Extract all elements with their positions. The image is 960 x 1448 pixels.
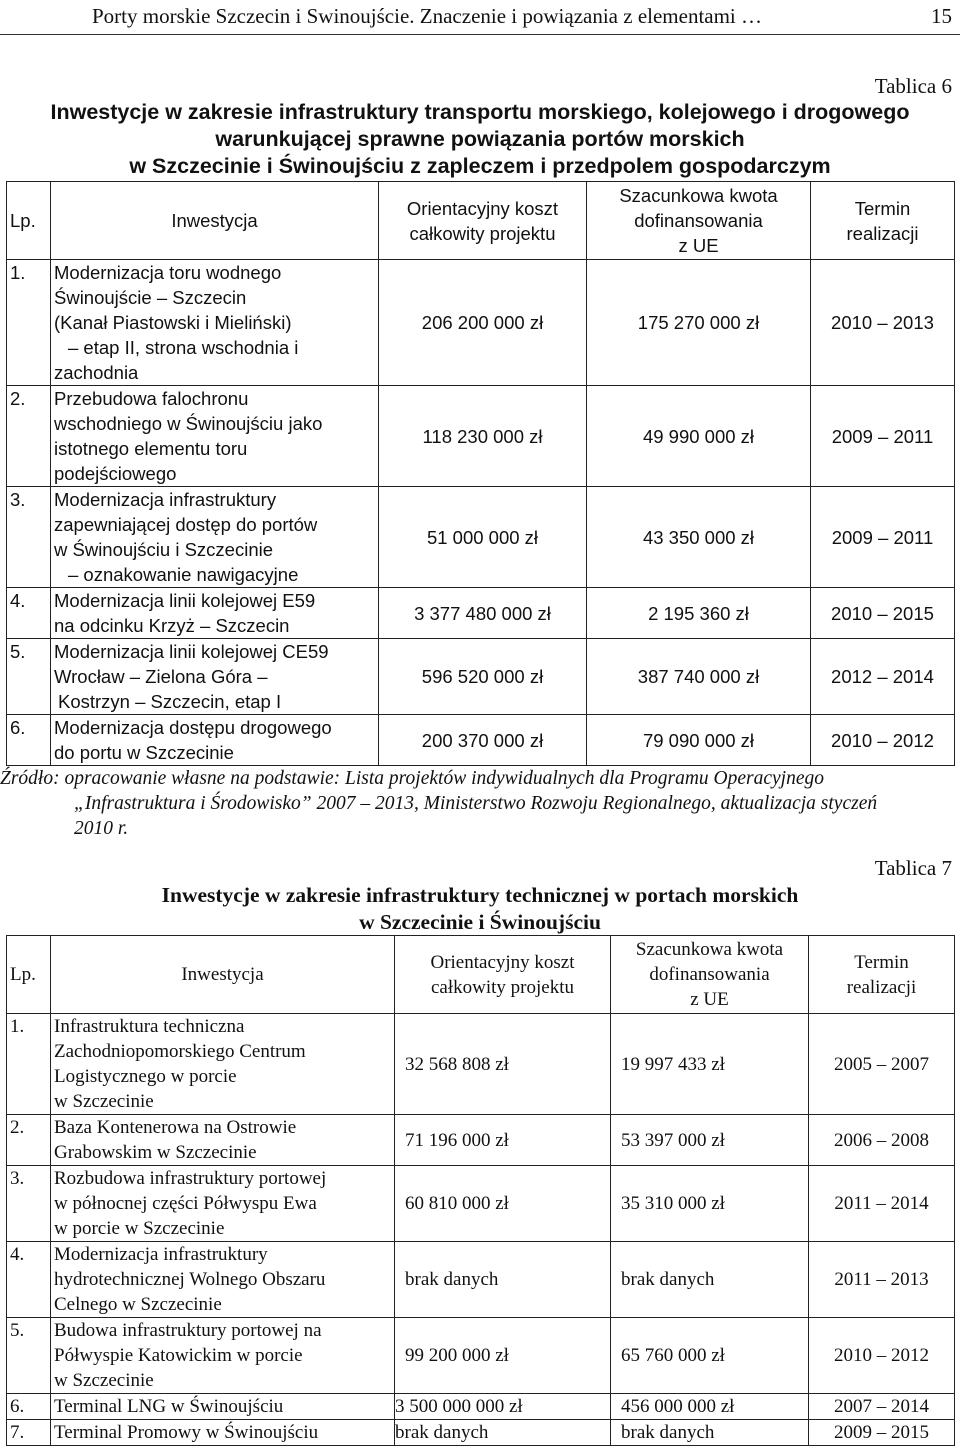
line: do portu w Szczecinie: [54, 742, 234, 763]
row-inwestycja: [51, 1242, 395, 1318]
table6-header-row: [7, 182, 955, 260]
table7-title-line: Inwestycje w zakresie infrastruktury technicznej w portach morskich: [161, 883, 799, 907]
running-header: [0, 0, 960, 35]
line: w północnej części Półwyspu Ewa: [54, 1193, 317, 1214]
row-koszt: 596 520 000 zł: [379, 639, 587, 715]
header-line: z UE: [690, 989, 729, 1010]
col-termin-header: [811, 182, 955, 260]
line: Modernizacja infrastruktury: [54, 489, 277, 510]
line: (Kanał Piastowski i Mieliński): [54, 312, 292, 333]
line: Budowa infrastruktury portowej na: [54, 1320, 322, 1341]
table6-title-line: warunkującej sprawne powiązania portów morskich: [215, 127, 745, 151]
header-line: realizacji: [846, 222, 919, 244]
header-line: Orientacyjny koszt: [430, 951, 575, 973]
line: Świnoujście – Szczecin: [54, 287, 247, 308]
line: Infrastruktura techniczna: [54, 1016, 245, 1037]
table-row: [7, 639, 955, 715]
row-termin: 2011 – 2014: [809, 1166, 955, 1242]
line: Modernizacja toru wodnego: [54, 262, 282, 283]
row-inwestycja: [51, 588, 379, 639]
line: wschodniego w Świnoujściu jako: [54, 413, 323, 434]
header-line: Orientacyjny koszt: [406, 197, 559, 219]
line: Terminal LNG w Świnoujściu: [54, 1396, 284, 1417]
table7: [6, 935, 955, 1446]
row-kwota: 49 990 000 zł: [587, 386, 811, 487]
row-lp: 3.: [7, 1166, 51, 1242]
line: Modernizacja linii kolejowej CE59: [54, 641, 329, 662]
row-kwota: brak danych: [611, 1242, 809, 1318]
row-kwota: 19 997 433 zł: [611, 1014, 809, 1115]
row-kwota: 387 740 000 zł: [587, 639, 811, 715]
row-lp: 4.: [7, 588, 51, 639]
row-koszt: 99 200 000 zł: [395, 1318, 611, 1394]
row-inwestycja: [51, 1166, 395, 1242]
table7-header-row: [7, 936, 955, 1014]
table-row: [7, 1242, 955, 1318]
table6-source-note: [0, 766, 960, 841]
line: w Świnoujściu i Szczecinie: [54, 539, 274, 560]
table6-label: Tablica 6: [874, 74, 952, 98]
row-koszt: 51 000 000 zł: [379, 487, 587, 588]
line: Modernizacja infrastruktury: [54, 1244, 268, 1265]
row-termin: 2012 – 2014: [811, 639, 955, 715]
row-kwota: 43 350 000 zł: [587, 487, 811, 588]
row-inwestycja: [51, 639, 379, 715]
header-line: Szacunkowa kwota: [619, 185, 778, 206]
col-termin-header: [809, 936, 955, 1014]
line: Kostrzyn – Szczecin, etap I: [58, 691, 282, 712]
line: zachodnia: [54, 362, 139, 383]
row-inwestycja: [51, 1394, 395, 1420]
line: w Szczecinie: [54, 1370, 154, 1391]
col-inwestycja-header: Inwestycja: [51, 182, 379, 260]
header-line: Termin: [854, 951, 909, 973]
row-termin: 2005 – 2007: [809, 1014, 955, 1115]
row-kwota: 65 760 000 zł: [611, 1318, 809, 1394]
row-lp: 2.: [7, 1115, 51, 1166]
header-line: Termin: [854, 197, 911, 219]
source-line: „Infrastruktura i Środowisko” 2007 – 2013, Ministerstwo Rozwoju Regionalnego, aktualizacja styczeń: [74, 793, 878, 814]
row-koszt: 118 230 000 zł: [379, 386, 587, 487]
col-koszt-header: [395, 936, 611, 1014]
table-row: [7, 1394, 955, 1420]
line: Modernizacja linii kolejowej E59: [54, 590, 316, 611]
table-row: [7, 1014, 955, 1115]
line: Celnego w Szczecinie: [54, 1294, 222, 1315]
line: Półwyspie Katowickim w porcie: [54, 1345, 303, 1366]
table6-title-line: w Szczecinie i Świnoujściu z zapleczem i przedpolem gospodarczym: [129, 154, 831, 178]
row-lp: 3.: [7, 487, 51, 588]
col-inwestycja-header: Inwestycja: [51, 936, 395, 1014]
row-koszt: brak danych: [395, 1420, 611, 1446]
table-row: [7, 588, 955, 639]
header-line: dofinansowania: [634, 210, 763, 231]
row-koszt: 60 810 000 zł: [395, 1166, 611, 1242]
line: – oznakowanie nawigacyjne: [68, 564, 299, 585]
row-kwota: 175 270 000 zł: [587, 260, 811, 386]
row-inwestycja: [51, 386, 379, 487]
row-termin: 2011 – 2013: [809, 1242, 955, 1318]
line: Terminal Promowy w Świnoujściu: [54, 1422, 319, 1443]
table-row: [7, 715, 955, 766]
row-kwota: 2 195 360 zł: [587, 588, 811, 639]
row-inwestycja: [51, 487, 379, 588]
table6-title: [0, 99, 960, 180]
row-koszt: brak danych: [395, 1242, 611, 1318]
table6-title-line: Inwestycje w zakresie infrastruktury transportu morskiego, kolejowego i drogowego: [50, 100, 910, 124]
row-koszt: 200 370 000 zł: [379, 715, 587, 766]
line: Rozbudowa infrastruktury portowej: [54, 1168, 327, 1189]
header-line: całkowity projektu: [409, 222, 556, 244]
line: hydrotechnicznej Wolnego Obszaru: [54, 1269, 326, 1290]
row-koszt: 3 500 000 000 zł: [395, 1394, 611, 1420]
page-number: 15: [931, 4, 952, 28]
line: Grabowskim w Szczecinie: [54, 1142, 257, 1163]
row-lp: 2.: [7, 386, 51, 487]
row-lp: 4.: [7, 1242, 51, 1318]
row-kwota: 35 310 000 zł: [611, 1166, 809, 1242]
row-termin: 2010 – 2015: [811, 588, 955, 639]
table-row: [7, 487, 955, 588]
row-lp: 7.: [7, 1420, 51, 1446]
header-line: Szacunkowa kwota: [635, 939, 784, 960]
header-line: realizacji: [846, 976, 917, 998]
table-row: [7, 1166, 955, 1242]
row-termin: 2009 – 2015: [809, 1420, 955, 1446]
row-inwestycja: [51, 1318, 395, 1394]
row-koszt: 32 568 808 zł: [395, 1014, 611, 1115]
line: w Szczecinie: [54, 1091, 154, 1112]
row-kwota: 79 090 000 zł: [587, 715, 811, 766]
row-lp: 5.: [7, 1318, 51, 1394]
col-lp-header: Lp.: [7, 936, 51, 1014]
row-termin: 2010 – 2013: [811, 260, 955, 386]
table7-title: [0, 882, 960, 936]
line: w porcie w Szczecinie: [54, 1218, 225, 1239]
table7-label: Tablica 7: [874, 856, 952, 880]
line: podejściowego: [54, 463, 177, 484]
source-line: Źródło: opracowanie własne na podstawie: Lista projektów indywidualnych dla Programu Operacyjnego: [0, 768, 824, 789]
row-inwestycja: [51, 715, 379, 766]
header-line: dofinansowania: [649, 964, 770, 985]
row-inwestycja: [51, 1115, 395, 1166]
col-lp-header: Lp.: [7, 182, 51, 260]
row-koszt: 71 196 000 zł: [395, 1115, 611, 1166]
header-title: Porty morskie Szczecin i Swinoujście. Znaczenie i powiązania z elementami …: [92, 4, 763, 28]
line: Przebudowa falochronu: [54, 388, 249, 409]
row-inwestycja: [51, 1420, 395, 1446]
source-line: 2010 r.: [74, 818, 129, 839]
line: na odcinku Krzyż – Szczecin: [54, 615, 290, 636]
row-termin: 2009 – 2011: [811, 386, 955, 487]
row-termin: 2010 – 2012: [811, 715, 955, 766]
table7-title-line: w Szczecinie i Świnoujściu: [359, 910, 601, 934]
row-kwota: brak danych: [611, 1420, 809, 1446]
line: zapewniającej dostęp do portów: [54, 514, 318, 535]
line: Baza Kontenerowa na Ostrowie: [54, 1117, 297, 1138]
header-line: całkowity projektu: [431, 976, 574, 998]
col-kwota-header: [587, 182, 811, 260]
table-row: [7, 1115, 955, 1166]
line: Modernizacja dostępu drogowego: [54, 717, 332, 738]
table-row: [7, 1420, 955, 1446]
row-lp: 1.: [7, 1014, 51, 1115]
row-termin: 2010 – 2012: [809, 1318, 955, 1394]
table-row: [7, 260, 955, 386]
line: Zachodniopomorskiego Centrum: [54, 1041, 306, 1062]
row-inwestycja: [51, 260, 379, 386]
row-kwota: 456 000 000 zł: [611, 1394, 809, 1420]
header-line: z UE: [678, 235, 719, 256]
row-lp: 5.: [7, 639, 51, 715]
row-koszt: 3 377 480 000 zł: [379, 588, 587, 639]
line: Wrocław – Zielona Góra –: [54, 666, 268, 687]
table-row: [7, 1318, 955, 1394]
line: istotnego elementu toru: [54, 438, 248, 459]
row-inwestycja: [51, 1014, 395, 1115]
table6: [6, 181, 955, 766]
col-koszt-header: [379, 182, 587, 260]
row-kwota: 53 397 000 zł: [611, 1115, 809, 1166]
col-kwota-header: [611, 936, 809, 1014]
row-lp: 1.: [7, 260, 51, 386]
line: Logistycznego w porcie: [54, 1066, 237, 1087]
row-termin: 2009 – 2011: [811, 487, 955, 588]
line: – etap II, strona wschodnia i: [68, 337, 299, 358]
table-row: [7, 386, 955, 487]
row-koszt: 206 200 000 zł: [379, 260, 587, 386]
row-lp: 6.: [7, 1394, 51, 1420]
row-termin: 2006 – 2008: [809, 1115, 955, 1166]
row-lp: 6.: [7, 715, 51, 766]
row-termin: 2007 – 2014: [809, 1394, 955, 1420]
